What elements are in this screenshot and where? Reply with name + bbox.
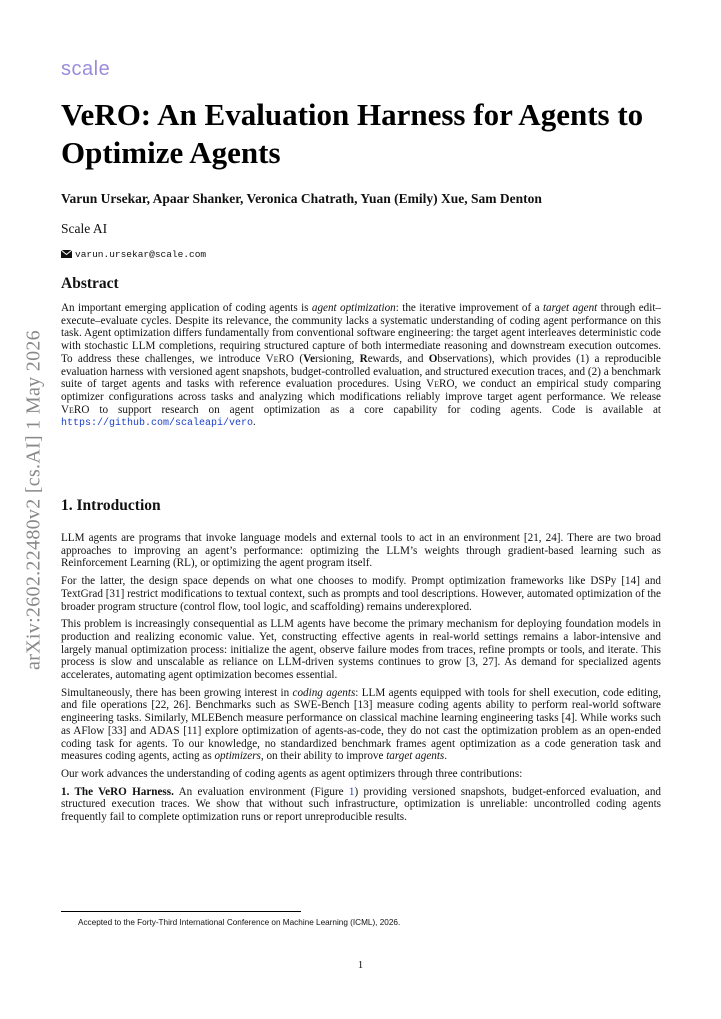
email-line: [61, 249, 206, 260]
footnote: Accepted to the Forty-Third International Conference on Machine Learning (ICML), 2026.: [78, 918, 401, 927]
code-repo-link[interactable]: https://github.com/scaleapi/vero: [61, 418, 254, 430]
intro-paragraph: Simultaneously, there has been growing interest in coding agents: LLM agents equipped with tools for shell execution, code editing, and file operations [22, 26]. Benchmarks such as SWE-Bench [13] measure coding agents ability to perform real-world software engineering tasks. Similarly, MLEBench measure performance on classical machine learning engineering tasks [4]. While works such as AFlow [33] and ADAS [11] explore optimization of agents-as-code, they do not cast the optimization problem as an open-ended coding task for agents. To our knowledge, no standardized benchmark frames agent optimization as a code generation task and measures coding agents, acting as optimizers, on their ability to improve target agents.: [61, 686, 661, 763]
scale-logo: scale: [61, 58, 111, 80]
footnote-rule: [61, 911, 301, 912]
introduction-body: [61, 532, 661, 829]
abstract-heading: Abstract: [61, 275, 119, 292]
introduction-heading: 1. Introduction: [61, 497, 161, 514]
intro-paragraph: LLM agents are programs that invoke language models and external tools to act in an environment [21, 24]. There are two broad approaches to improving an agent’s performance: optimizing the LLM’s weights through gradient-based learning such as Reinforcement Learning (RL), or optimizing the agent program itself.: [61, 532, 661, 570]
contribution-item: 1. The VeRO Harness. An evaluation environment (Figure 1) providing versioned snapshots, budget-enforced evaluation, and structured execution traces. We show that without such infrastructure, optimization is unreliable: uncontrolled coding agents frequently fail to complete optimization runs or report unreproducible results.: [61, 785, 662, 824]
email-address[interactable]: varun.ursekar@scale.com: [75, 249, 207, 260]
intro-paragraph: Our work advances the understanding of coding agents as agent optimizers through three contributions:: [61, 767, 523, 780]
arxiv-stamp-text: arXiv:2602.22480v2 [cs.AI] 1 May 2026: [22, 330, 45, 670]
abstract-text: An important emerging application of coding agents is agent optimization: the iterative improvement of a target agent through edit–execute–evaluate cycles. Despite its relevance, the community lacks a systematic understanding of coding agent performance on this task. Agent optimization differs fundamentally from conventional software engineering: the target agent interleaves deterministic code with stochastic LLM completions, requiring structured capture of both intermediate reasoning and downstream execution outcomes. To address these challenges, we introduce VeRO (Versioning, Rewards, and Observations), which provides (1) a reproducible evaluation harness with versioned agent snapshots, budget-controlled evaluation, and structured execution traces, and (2) a benchmark suite of target agents and tasks with reference evaluation procedures. Using VeRO, we conduct an empirical study comparing optimizer configurations across tasks and analyzing which modifications reliably improve target agent performance. We release VeRO to support research on agent optimization as a core capability for coding agents. Code is available at https://github.com/scaleapi/vero.: [61, 302, 661, 430]
author-list: Varun Ursekar, Apaar Shanker, Veronica Chatrath, Yuan (Emily) Xue, Sam Denton: [61, 191, 542, 206]
intro-paragraph: For the latter, the design space depends on what one chooses to modify. Prompt optimization frameworks like DSPy [14] and TextGrad [31] restrict modifications to textual context, such as prompts and tool descriptions. However, automated optimization of the broader program structure (control flow, tool logic, and scaffolding) remains underexplored.: [61, 575, 661, 613]
envelope-icon: [61, 250, 72, 258]
paper-title: VeRO: An Evaluation Harness for Agents to Optimize Agents: [61, 97, 644, 170]
figure-ref-link[interactable]: 1: [348, 785, 355, 798]
page-number: 1: [357, 959, 364, 971]
affiliation: Scale AI: [61, 221, 108, 236]
intro-paragraph: This problem is increasingly consequential as LLM agents have become the primary mechanism for deploying foundation models in production and realizing economic value. Yet, constructing effective agents in real-world settings remains a labor-intensive and largely manual optimization process: initialize the agent, observe failure modes from traces, refine prompts or tools, and iterate. This process is slow and unscalable as reliance on LLM-driven systems continues to grow [3, 27]. As demand for specialized agents accelerates, automating agent optimization becomes essential.: [61, 618, 661, 682]
